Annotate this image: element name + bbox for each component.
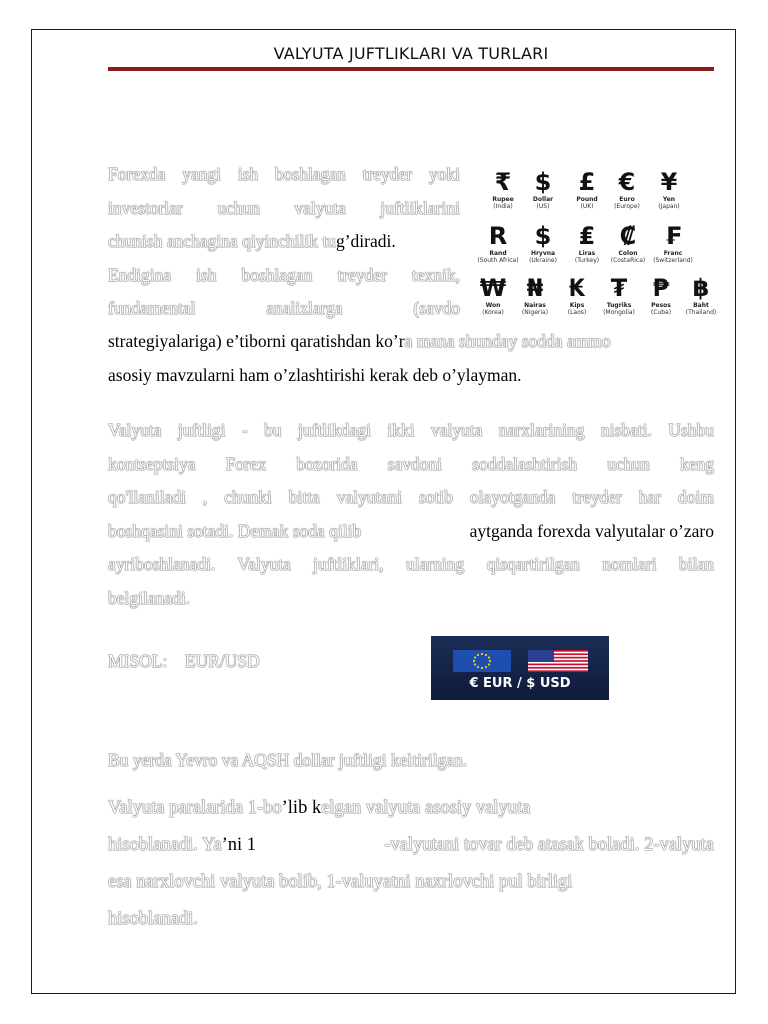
text-line: ayriboshlanadi. Valyuta juftliklari, ularning qisqartirilgan nomlari bilan — [108, 554, 714, 574]
currency-symbol-icon: £ — [578, 168, 596, 196]
text-run: boshqasini sotadi. Demak soda qilib — [108, 520, 362, 541]
text-line: investorlar uchun valyuta juftliklarini — [108, 197, 460, 218]
explanation-line — [108, 744, 714, 778]
currency-country: (Nigeria) — [521, 309, 549, 316]
text-line — [108, 515, 714, 549]
currency-name: Euro — [619, 196, 635, 203]
banner-label: € EUR / $ USD — [469, 676, 571, 691]
header-rule — [108, 67, 714, 71]
currency-symbol-icon: ₣ — [664, 222, 682, 250]
currency-name: Baht — [693, 302, 709, 309]
currency-name: Colon — [618, 250, 638, 257]
currency-dollar — [520, 168, 566, 210]
currency-country: (Korea) — [482, 309, 504, 316]
currency-country: (Switzerland) — [653, 257, 693, 264]
currency-yen — [646, 168, 692, 210]
text-run: strategiyalariga) e’tiborni qaratishdan ko’r — [108, 331, 405, 351]
currency-name: Nairas — [524, 302, 546, 309]
text-line: hisoblanadi. — [108, 909, 198, 929]
currency-country: (Ukraine) — [529, 257, 557, 264]
currency-symbol-icon: € — [618, 168, 636, 196]
currency-name: Liras — [578, 250, 596, 257]
definition-paragraph — [108, 414, 714, 615]
text-line: Bu yerda Yevro va AQSH dollar juftligi keltirilgan. — [108, 750, 468, 770]
currency-symbol-icon: $ — [534, 168, 552, 196]
eur-usd-banner — [431, 636, 609, 700]
text-line — [108, 645, 408, 679]
currency-country: (Japan) — [658, 203, 680, 210]
text-line: kontseptsiya Forex bozorida savdoni soddalashtirish uchun keng — [108, 453, 714, 474]
currency-baht — [678, 274, 724, 316]
currency-symbol-icon: ₮ — [610, 274, 628, 302]
currency-name: Kips — [569, 302, 585, 309]
example-label — [108, 645, 408, 679]
text-run: g’diradi. — [335, 231, 396, 251]
text-line: asosiy mavzularni ham o’zlashtirishi kerak deb o’ylayman. — [108, 364, 522, 385]
currency-symbol-icon: $ — [534, 222, 552, 250]
us-flag-icon — [528, 650, 588, 672]
currency-name: Rand — [489, 250, 507, 257]
currency-country: (UK) — [580, 203, 594, 210]
currency-symbol-icon: ₩ — [479, 274, 507, 302]
text-line: Endigina ish boshlagan treyder texnik, — [108, 264, 460, 285]
text-run: analizlarga — [266, 298, 343, 318]
currency-symbol-icon: ₤ — [578, 222, 596, 250]
currency-franc — [650, 222, 696, 264]
currency-symbol-icon: ₱ — [652, 274, 670, 302]
currency-symbol-icon: ฿ — [692, 274, 710, 302]
currency-rand — [475, 222, 521, 264]
currency-country: (Turkey) — [574, 257, 600, 264]
currency-name: Dollar — [532, 196, 554, 203]
currency-hryvna — [520, 222, 566, 264]
currency-country: (US) — [536, 203, 550, 210]
currency-symbol-icon: ₦ — [526, 274, 544, 302]
currency-nairas — [512, 274, 558, 316]
currency-kips — [554, 274, 600, 316]
eu-flag-icon — [453, 650, 511, 672]
text-run: ’ni 1 — [221, 835, 257, 855]
currency-euro — [604, 168, 650, 210]
currency-country: (Laos) — [567, 309, 587, 316]
currency-country: (India) — [493, 203, 513, 210]
currency-name: Franc — [663, 250, 683, 257]
text-run: Valyuta paralarida 1-bo — [108, 798, 282, 818]
currency-name: Pesos — [651, 302, 671, 309]
text-run: hisoblanadi. Ya — [108, 835, 222, 855]
text-line: Forexda yangi ish boshlagan treyder yoki — [108, 164, 460, 184]
currency-colon — [605, 222, 651, 264]
currency-name: Hryvna — [530, 250, 556, 257]
header-title: VALYUTA JUFTLIKLARI VA TURLARI — [273, 44, 549, 63]
text-line: Valyuta juftligi - bu juftlikdagi ikki valyuta narxlarining nisbati. Ushbu — [108, 420, 714, 440]
intro-paragraph-continued — [108, 325, 714, 392]
currency-country: (Cuba) — [650, 309, 672, 316]
currency-country: (Thailand) — [685, 309, 717, 316]
currency-symbol-icon: ₹ — [494, 168, 512, 196]
currency-name: Tugriks — [606, 302, 632, 309]
text-run: -valyutani tovar deb atasak boladi. 2-valyuta — [384, 835, 714, 855]
base-currency-paragraph — [108, 790, 714, 938]
text-run: chunish anchagina qiyinchilik tu — [108, 231, 336, 251]
currency-symbol-icon: ₡ — [619, 222, 637, 250]
currency-symbol-icon: R — [488, 222, 508, 250]
text-run: aytganda forexda valyutalar o’zaro — [469, 520, 714, 541]
currency-won — [470, 274, 516, 316]
text-line: belgilanadi. — [108, 587, 191, 608]
currency-symbols-image — [470, 168, 720, 318]
text-run: (savdo — [413, 298, 460, 318]
text-line: esa narxlovchi valyuta bolib, 1-valuyatni naxrlovchi pul birligi — [108, 872, 573, 892]
text-run: fundamental — [108, 298, 196, 318]
text-run: ’lib k — [281, 798, 322, 818]
text-line — [108, 827, 714, 864]
text-line — [108, 790, 714, 827]
example-pair: EUR/USD — [184, 651, 260, 671]
intro-paragraph — [108, 158, 460, 326]
text-line: qo'llaniladi , chunki bitta valyutani sotib olayotganda treyder har doim — [108, 487, 714, 507]
text-line — [108, 292, 460, 326]
currency-country: (South Africa) — [477, 257, 519, 264]
currency-name: Pound — [576, 196, 598, 203]
currency-country: (Europe) — [614, 203, 640, 210]
currency-country: (Mongolia) — [603, 309, 635, 316]
currency-country: (CostaRica) — [610, 257, 646, 264]
text-run: a mana shunday sodda ammo — [404, 331, 611, 351]
currency-name: Won — [485, 302, 501, 309]
text-line — [108, 225, 460, 259]
currency-liras — [564, 222, 610, 264]
currency-name: Rupee — [492, 196, 514, 203]
currency-symbol-icon: ₭ — [568, 274, 586, 302]
example-word: MISOL: — [108, 651, 168, 671]
currency-symbol-icon: ¥ — [660, 168, 678, 196]
text-run: elgan valyuta asosiy valyuta — [321, 798, 531, 818]
currency-name: Yen — [662, 196, 676, 203]
text-line — [108, 325, 714, 359]
currency-tugriks — [596, 274, 642, 316]
